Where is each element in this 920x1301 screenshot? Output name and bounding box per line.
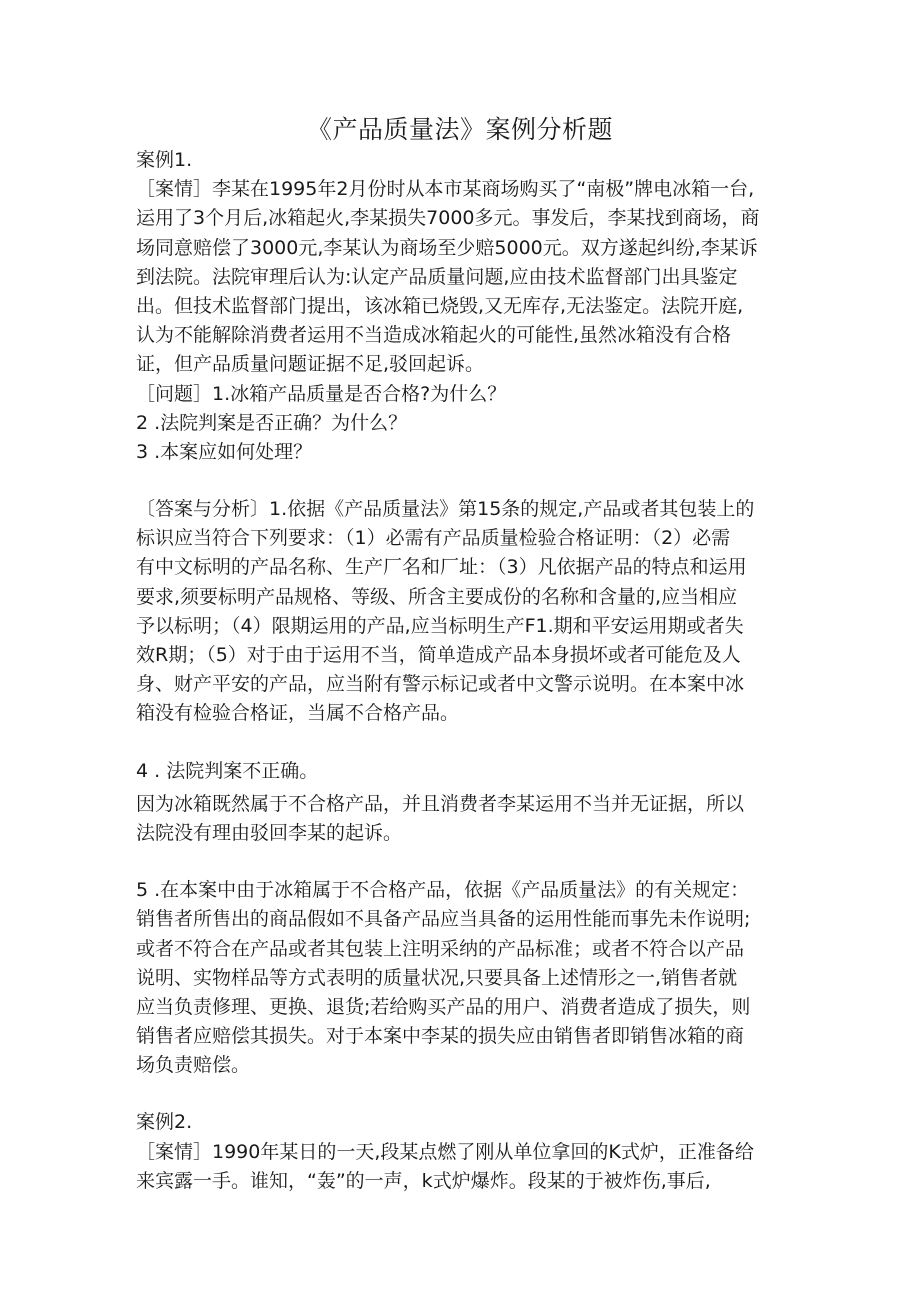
answer-line: 标识应当符合下列要求：（1）必需有产品质量检验合格证明：（2）必需 <box>136 527 731 550</box>
case2-facts <box>136 1138 788 1196</box>
case1-facts-line: 场同意赔偿了3000元,李某认为商场至少赔5000元。双方遂起纠纷,李某诉 <box>136 236 758 259</box>
paragraph-gap <box>136 729 788 757</box>
case2-facts-line: ［案情］1990年某日的一天,段某点燃了刚从单位拿回的K式炉，正准备给 <box>136 1140 754 1163</box>
paragraph-gap <box>136 848 788 876</box>
case1-question: ［问题］1.冰箱产品质量是否合格?为什么？ <box>136 382 507 405</box>
answer-line: 或者不符合在产品或者其包装上注明采纳的产品标准；或者不符合以产品 <box>136 937 745 960</box>
case1-facts-line: 到法院。法院审理后认为:认定产品质量问题,应由技术监督部门出具鉴定 <box>136 265 738 288</box>
answer-line: 应当负责修理、更换、退货;若给购买产品的用户、消费者造成了损失，则 <box>136 995 751 1018</box>
case1-facts-line: 证，但产品质量问题证据不足,驳回起诉。 <box>136 353 485 376</box>
answer-line: 场负责赔偿。 <box>136 1054 251 1077</box>
case1-facts-line: ［案情］李某在1995年2月份时从本市某商场购买了“南极”牌电冰箱一台, <box>136 178 755 201</box>
paragraph-gap <box>136 1080 788 1108</box>
case1-question: 2 .法院判案是否正确？为什么？ <box>136 411 408 434</box>
answer-line: 予以标明；（4）限期运用的产品,应当标明生产F1.期和平安运用期或者失 <box>136 614 744 637</box>
answer-line: 5 .在本案中由于冰箱属于不合格产品，依据《产品质量法》的有关规定： <box>136 879 750 902</box>
answer-line: 法院没有理由驳回李某的起诉。 <box>136 821 403 844</box>
answer-line: 效R期；（5）对于由于运用不当，简单造成产品本身损坏或者可能危及人 <box>136 644 741 666</box>
answer-line: 箱没有检验合格证，当属不合格产品。 <box>136 702 460 725</box>
answer-line: 要求,须要标明产品规格、等级、所含主要成份的名称和含量的,应当相应 <box>136 585 738 608</box>
case1-facts-line: 运用了3个月后,冰箱起火,李某损失7000多元。事发后，李某找到商场，商 <box>136 207 760 230</box>
case1-questions <box>136 380 788 468</box>
case1-question: 3 .本案应如何处理？ <box>136 440 313 463</box>
case2-heading: 案例2. <box>136 1111 193 1134</box>
case1-answer-2-heading: 4 . 法院判案不正确。 <box>136 759 319 782</box>
answer-line: 说明、实物样品等方式表明的质量状况,只要具备上述情形之一,销售者就 <box>136 966 738 989</box>
case1-answer-1 <box>136 495 788 729</box>
answer-line: 有中文标明的产品名称、生产厂名和厂址：（3）凡依据产品的特点和运用 <box>136 556 747 579</box>
paragraph-gap <box>136 467 788 495</box>
case1-heading: 案例1. <box>136 149 193 171</box>
answer-line: 身、财产平安的产品，应当附有警示标记或者中文警示说明。在本案中冰 <box>136 673 745 696</box>
answer-line: 销售者所售出的商品假如不具备产品应当具备的运用性能而事先未作说明; <box>136 908 751 931</box>
case2-facts-line: 来宾露一手。谁知，“轰”的一声，k式炉爆炸。段某的于被炸伤,事后, <box>136 1169 711 1192</box>
case1-facts <box>136 175 788 379</box>
answer-line: 销售者应赔偿其损失。对于本案中李某的损失应由销售者即销售冰箱的商 <box>136 1025 745 1048</box>
document-title: 《产品质量法》案例分析题 <box>306 115 613 144</box>
answer-line: 〔答案与分析〕1.依据《产品质量法》第15条的规定,产品或者其包装上的 <box>136 498 755 521</box>
case1-facts-line: 认为不能解除消费者运用不当造成冰箱起火的可能性,虽然冰箱没有合格 <box>136 324 732 347</box>
case1-answer-2 <box>136 790 788 848</box>
answer-line: 因为冰箱既然属于不合格产品，并且消费者李某运用不当并无证据，所以 <box>136 792 745 815</box>
case1-facts-line: 出。但技术监督部门提出，该冰箱已烧毁,又无库存,无法鉴定。法院开庭, <box>136 294 744 317</box>
document-body <box>136 146 788 1196</box>
case1-answer-3 <box>136 876 788 1080</box>
